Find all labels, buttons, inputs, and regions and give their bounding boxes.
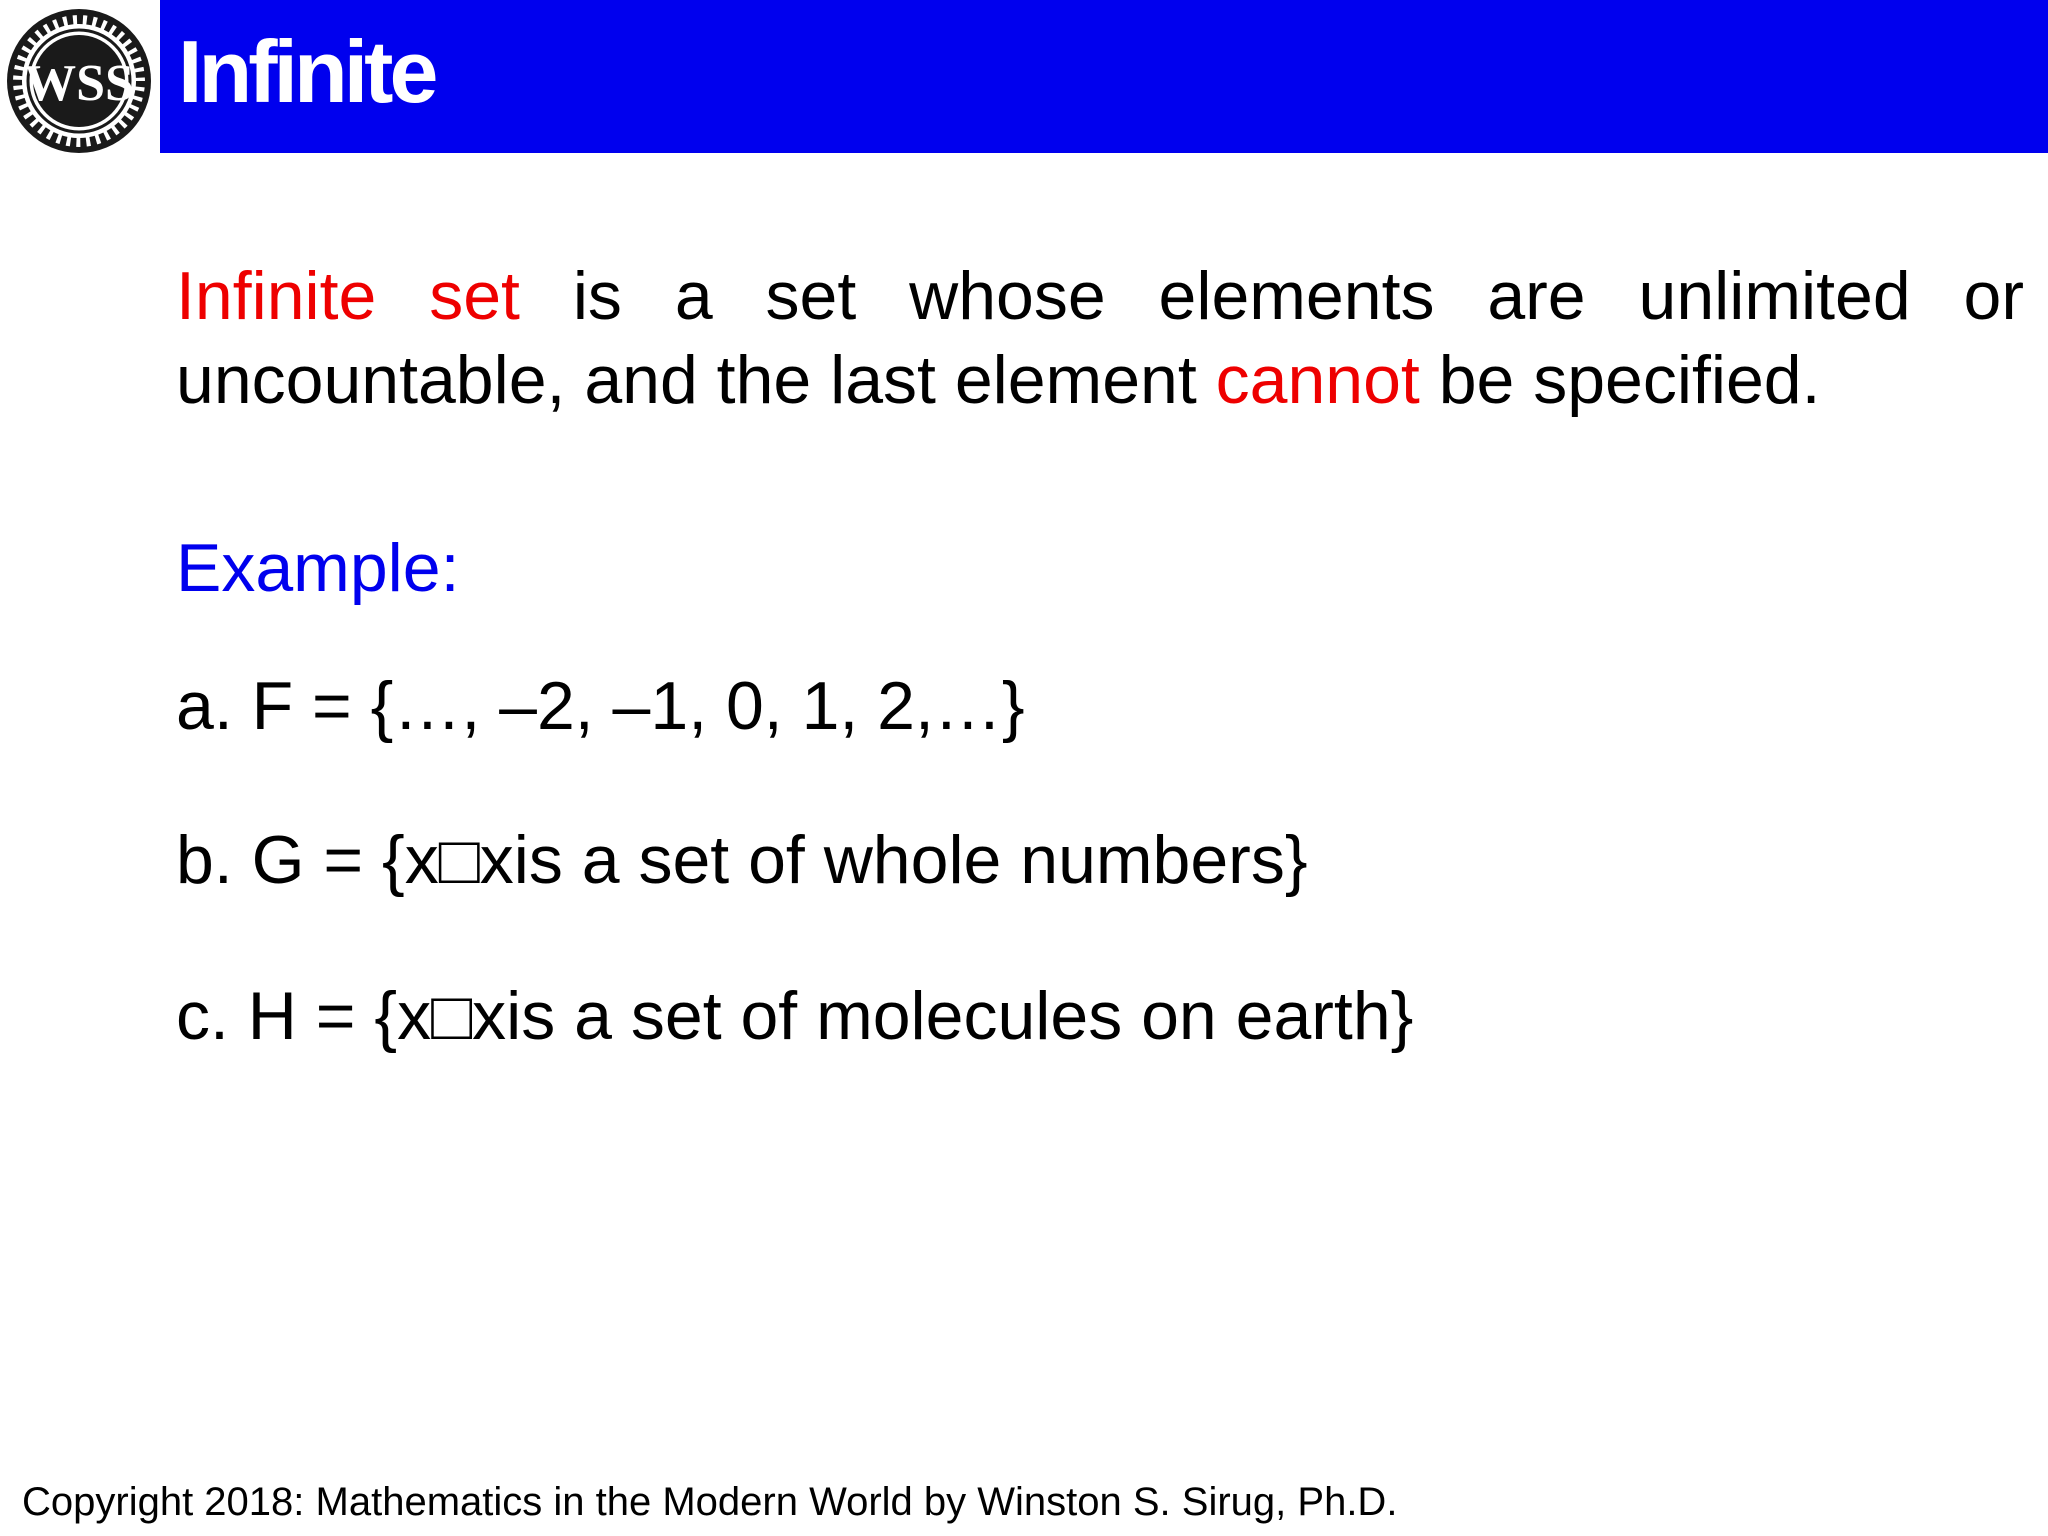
definition-word: whose: [909, 258, 1106, 334]
definition-word: unlimited: [1638, 258, 1911, 334]
wss-logo-seal: [4, 6, 154, 156]
definition-word: or: [1963, 258, 2024, 334]
slide-title: Infinite: [178, 22, 435, 121]
copyright-footer: Copyright 2018: Mathematics in the Modern World by Winston S. Sirug, Ph.D.: [22, 1480, 1398, 1524]
definition-word: elements: [1158, 258, 1435, 334]
definition-word: set: [429, 258, 520, 334]
definition-word: are: [1487, 258, 1586, 334]
definition-word: set: [765, 258, 857, 334]
definition-text-after: be specified.: [1419, 342, 1821, 418]
example-item-a: a. F = {…, –2, –1, 0, 1, 2,…}: [176, 668, 1025, 744]
seal-icon: [4, 6, 154, 156]
definition-word: is: [572, 258, 622, 334]
definition-word: Infinite: [176, 258, 377, 334]
definition-line-2: [176, 338, 2024, 422]
definition-text-before: uncountable, and the last element: [176, 342, 1216, 418]
definition-line-1: [176, 254, 2024, 338]
definition-word: a: [674, 258, 713, 334]
example-item-c: c. H = {x□xis a set of molecules on earth}: [176, 978, 1414, 1054]
definition-paragraph: [176, 254, 2024, 422]
logo-monogram: WSS: [24, 55, 134, 112]
definition-highlight-cannot: cannot: [1215, 342, 1420, 418]
example-item-b: b. G = {x□xis a set of whole numbers}: [176, 822, 1308, 898]
example-heading: Example:: [176, 530, 460, 606]
title-bar: [160, 0, 2048, 153]
